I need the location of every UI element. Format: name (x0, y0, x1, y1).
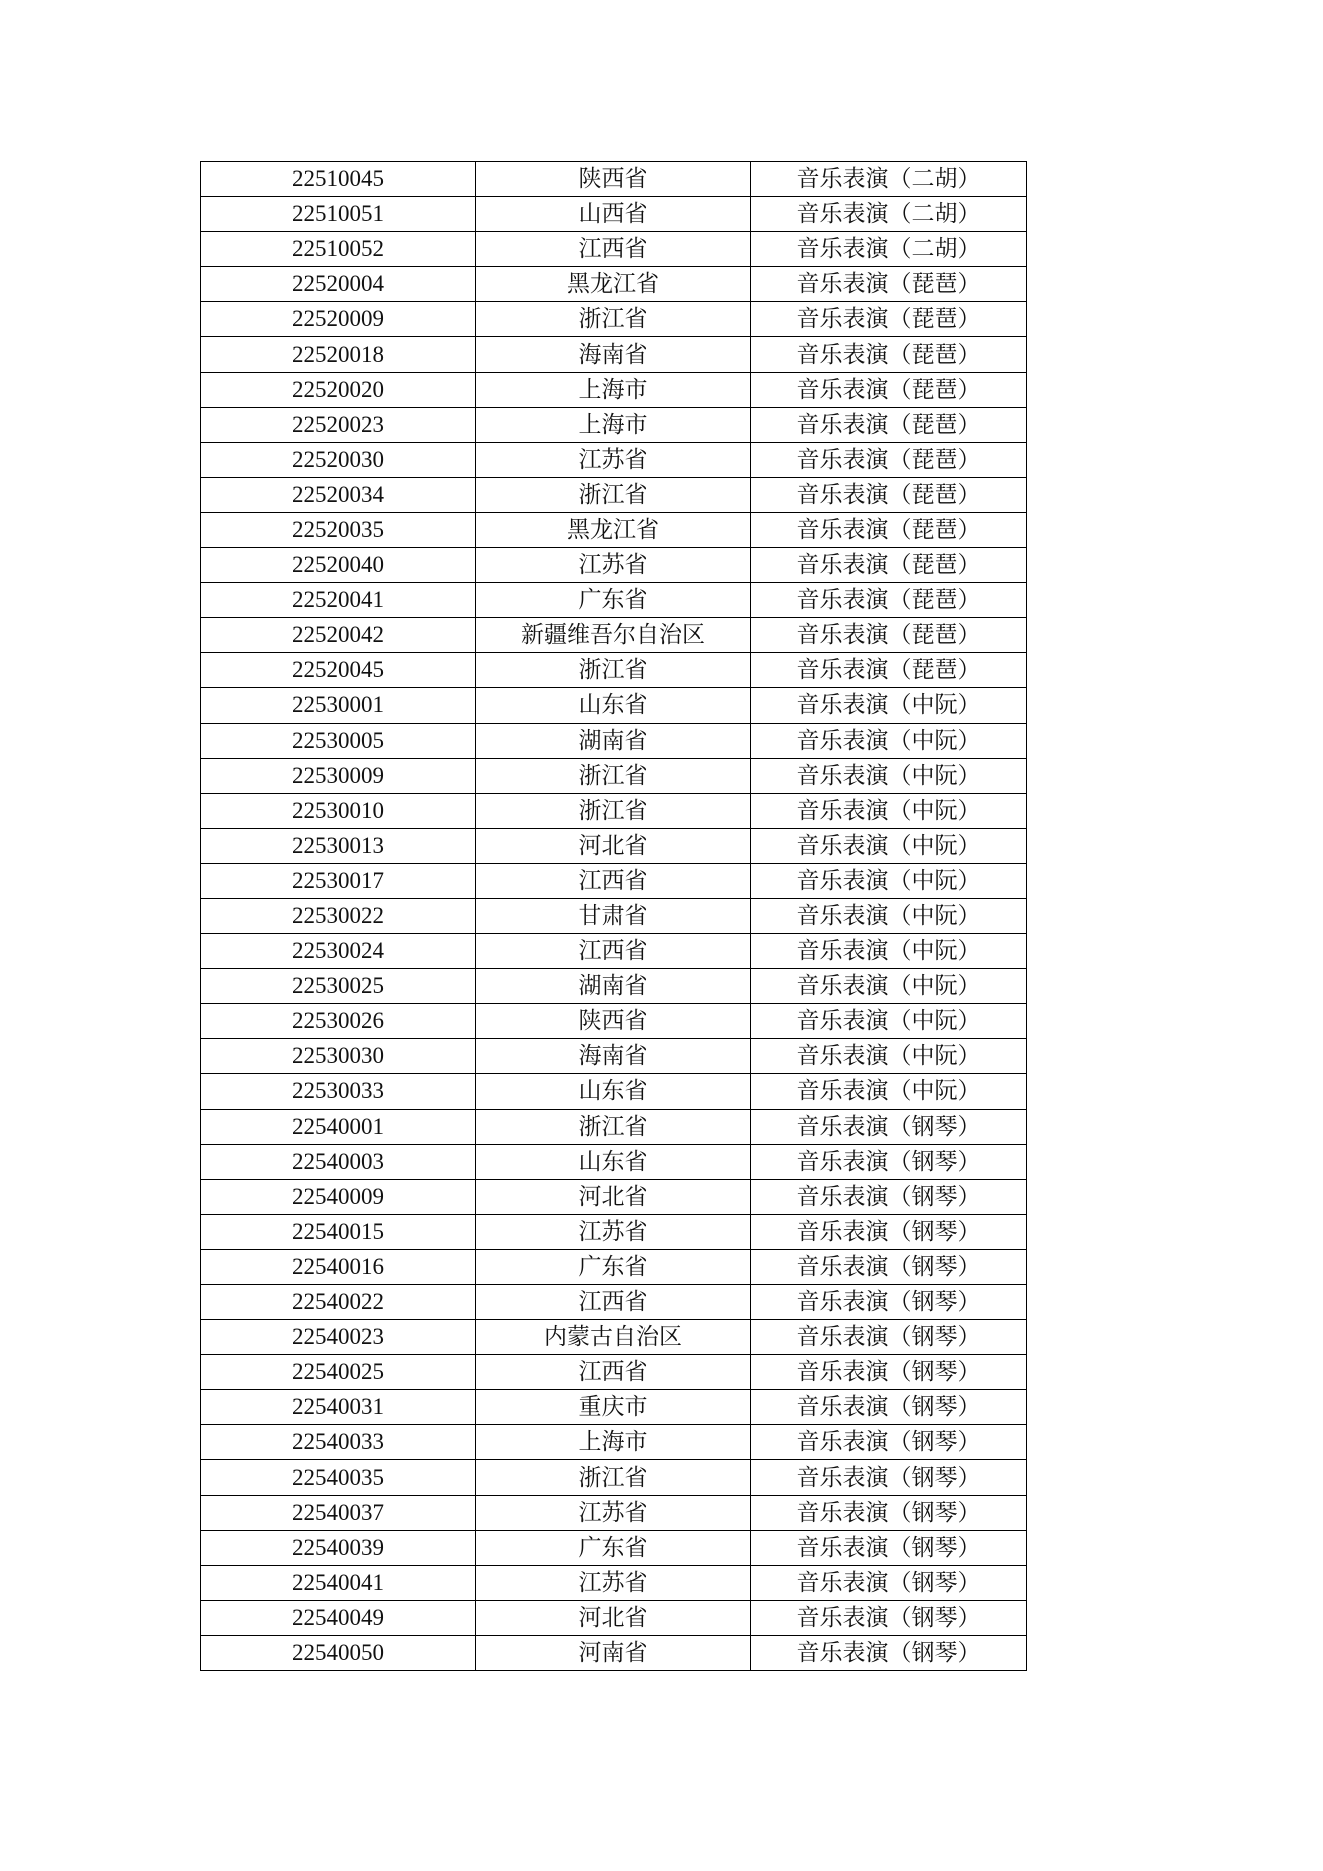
province-cell: 广东省 (476, 1530, 751, 1565)
major-cell: 音乐表演（钢琴） (751, 1320, 1027, 1355)
table-row (201, 1039, 1027, 1074)
province-cell: 新疆维吾尔自治区 (476, 618, 751, 653)
candidate-number-cell: 22520040 (201, 548, 476, 583)
major-cell: 音乐表演（中阮） (751, 723, 1027, 758)
candidate-number-cell: 22520009 (201, 302, 476, 337)
table-row (201, 407, 1027, 442)
candidate-number-cell: 22530024 (201, 934, 476, 969)
table-row (201, 477, 1027, 512)
candidate-number-cell: 22520034 (201, 477, 476, 512)
major-cell: 音乐表演（钢琴） (751, 1425, 1027, 1460)
candidate-number-cell: 22510045 (201, 162, 476, 197)
province-cell: 浙江省 (476, 758, 751, 793)
candidate-number-cell: 22520004 (201, 267, 476, 302)
major-cell: 音乐表演（二胡） (751, 197, 1027, 232)
major-cell: 音乐表演（钢琴） (751, 1179, 1027, 1214)
table-body (201, 162, 1027, 1671)
candidate-number-cell: 22530013 (201, 828, 476, 863)
table-row (201, 1074, 1027, 1109)
province-cell: 江西省 (476, 232, 751, 267)
candidate-number-cell: 22540023 (201, 1320, 476, 1355)
table-row (201, 302, 1027, 337)
table-row (201, 934, 1027, 969)
candidate-number-cell: 22520035 (201, 512, 476, 547)
table-row (201, 793, 1027, 828)
candidate-number-cell: 22520045 (201, 653, 476, 688)
major-cell: 音乐表演（琵琶） (751, 442, 1027, 477)
candidate-number-cell: 22520042 (201, 618, 476, 653)
candidate-number-cell: 22540016 (201, 1249, 476, 1284)
province-cell: 江西省 (476, 863, 751, 898)
table-row (201, 1600, 1027, 1635)
table-row (201, 723, 1027, 758)
major-cell: 音乐表演（钢琴） (751, 1460, 1027, 1495)
table-row (201, 1249, 1027, 1284)
table-row (201, 1425, 1027, 1460)
province-cell: 广东省 (476, 1249, 751, 1284)
province-cell: 江苏省 (476, 1565, 751, 1600)
major-cell: 音乐表演（中阮） (751, 863, 1027, 898)
province-cell: 浙江省 (476, 1460, 751, 1495)
candidate-number-cell: 22510052 (201, 232, 476, 267)
province-cell: 江苏省 (476, 442, 751, 477)
table-row (201, 1109, 1027, 1144)
major-cell: 音乐表演（琵琶） (751, 372, 1027, 407)
candidate-number-cell: 22520023 (201, 407, 476, 442)
major-cell: 音乐表演（中阮） (751, 688, 1027, 723)
province-cell: 浙江省 (476, 302, 751, 337)
province-cell: 山东省 (476, 688, 751, 723)
major-cell: 音乐表演（钢琴） (751, 1600, 1027, 1635)
major-cell: 音乐表演（钢琴） (751, 1249, 1027, 1284)
major-cell: 音乐表演（中阮） (751, 1039, 1027, 1074)
major-cell: 音乐表演（琵琶） (751, 337, 1027, 372)
candidate-number-cell: 22530030 (201, 1039, 476, 1074)
major-cell: 音乐表演（钢琴） (751, 1214, 1027, 1249)
table-row (201, 653, 1027, 688)
province-cell: 江苏省 (476, 1495, 751, 1530)
major-cell: 音乐表演（中阮） (751, 934, 1027, 969)
major-cell: 音乐表演（钢琴） (751, 1109, 1027, 1144)
candidate-number-cell: 22540031 (201, 1390, 476, 1425)
admission-table (200, 161, 1027, 1671)
province-cell: 甘肃省 (476, 898, 751, 933)
table-row (201, 232, 1027, 267)
table-row (201, 1320, 1027, 1355)
province-cell: 上海市 (476, 372, 751, 407)
province-cell: 内蒙古自治区 (476, 1320, 751, 1355)
province-cell: 江西省 (476, 1285, 751, 1320)
table-row (201, 1285, 1027, 1320)
table-row (201, 372, 1027, 407)
province-cell: 江西省 (476, 1355, 751, 1390)
table-row (201, 267, 1027, 302)
major-cell: 音乐表演（钢琴） (751, 1530, 1027, 1565)
table-row (201, 688, 1027, 723)
table-row (201, 1460, 1027, 1495)
province-cell: 河南省 (476, 1635, 751, 1670)
province-cell: 上海市 (476, 1425, 751, 1460)
table-row (201, 442, 1027, 477)
major-cell: 音乐表演（中阮） (751, 1004, 1027, 1039)
province-cell: 广东省 (476, 583, 751, 618)
major-cell: 音乐表演（钢琴） (751, 1565, 1027, 1600)
province-cell: 海南省 (476, 337, 751, 372)
major-cell: 音乐表演（琵琶） (751, 302, 1027, 337)
province-cell: 上海市 (476, 407, 751, 442)
candidate-number-cell: 22540025 (201, 1355, 476, 1390)
province-cell: 海南省 (476, 1039, 751, 1074)
province-cell: 浙江省 (476, 793, 751, 828)
candidate-number-cell: 22540001 (201, 1109, 476, 1144)
province-cell: 黑龙江省 (476, 512, 751, 547)
major-cell: 音乐表演（钢琴） (751, 1635, 1027, 1670)
province-cell: 陕西省 (476, 1004, 751, 1039)
table-row (201, 758, 1027, 793)
major-cell: 音乐表演（琵琶） (751, 477, 1027, 512)
candidate-number-cell: 22540050 (201, 1635, 476, 1670)
major-cell: 音乐表演（钢琴） (751, 1144, 1027, 1179)
table-row (201, 1355, 1027, 1390)
candidate-number-cell: 22530033 (201, 1074, 476, 1109)
candidate-number-cell: 22540035 (201, 1460, 476, 1495)
candidate-number-cell: 22530010 (201, 793, 476, 828)
candidate-number-cell: 22540015 (201, 1214, 476, 1249)
table-row (201, 863, 1027, 898)
major-cell: 音乐表演（琵琶） (751, 267, 1027, 302)
province-cell: 河北省 (476, 1600, 751, 1635)
province-cell: 河北省 (476, 1179, 751, 1214)
major-cell: 音乐表演（钢琴） (751, 1390, 1027, 1425)
table-row (201, 1495, 1027, 1530)
province-cell: 浙江省 (476, 1109, 751, 1144)
table-row (201, 1565, 1027, 1600)
table-row (201, 1530, 1027, 1565)
candidate-number-cell: 22510051 (201, 197, 476, 232)
table-row (201, 337, 1027, 372)
province-cell: 山东省 (476, 1144, 751, 1179)
major-cell: 音乐表演（中阮） (751, 758, 1027, 793)
province-cell: 山东省 (476, 1074, 751, 1109)
province-cell: 江苏省 (476, 548, 751, 583)
province-cell: 黑龙江省 (476, 267, 751, 302)
province-cell: 重庆市 (476, 1390, 751, 1425)
table-row (201, 618, 1027, 653)
province-cell: 湖南省 (476, 969, 751, 1004)
major-cell: 音乐表演（二胡） (751, 162, 1027, 197)
table-row (201, 1635, 1027, 1670)
province-cell: 浙江省 (476, 477, 751, 512)
province-cell: 浙江省 (476, 653, 751, 688)
table-row (201, 583, 1027, 618)
table-row (201, 969, 1027, 1004)
candidate-number-cell: 22520018 (201, 337, 476, 372)
candidate-number-cell: 22520030 (201, 442, 476, 477)
table-row (201, 548, 1027, 583)
major-cell: 音乐表演（中阮） (751, 828, 1027, 863)
candidate-number-cell: 22520020 (201, 372, 476, 407)
major-cell: 音乐表演（中阮） (751, 898, 1027, 933)
candidate-number-cell: 22540037 (201, 1495, 476, 1530)
province-cell: 江苏省 (476, 1214, 751, 1249)
candidate-number-cell: 22530025 (201, 969, 476, 1004)
province-cell: 山西省 (476, 197, 751, 232)
candidate-number-cell: 22530026 (201, 1004, 476, 1039)
major-cell: 音乐表演（钢琴） (751, 1355, 1027, 1390)
table-row (201, 197, 1027, 232)
candidate-number-cell: 22530017 (201, 863, 476, 898)
table-row (201, 1144, 1027, 1179)
province-cell: 湖南省 (476, 723, 751, 758)
province-cell: 河北省 (476, 828, 751, 863)
major-cell: 音乐表演（二胡） (751, 232, 1027, 267)
candidate-number-cell: 22540009 (201, 1179, 476, 1214)
major-cell: 音乐表演（琵琶） (751, 618, 1027, 653)
major-cell: 音乐表演（钢琴） (751, 1495, 1027, 1530)
major-cell: 音乐表演（琵琶） (751, 512, 1027, 547)
major-cell: 音乐表演（琵琶） (751, 548, 1027, 583)
table-row (201, 162, 1027, 197)
province-cell: 江西省 (476, 934, 751, 969)
candidate-number-cell: 22540022 (201, 1285, 476, 1320)
candidate-number-cell: 22540039 (201, 1530, 476, 1565)
major-cell: 音乐表演（琵琶） (751, 653, 1027, 688)
major-cell: 音乐表演（钢琴） (751, 1285, 1027, 1320)
candidate-number-cell: 22530001 (201, 688, 476, 723)
major-cell: 音乐表演（中阮） (751, 969, 1027, 1004)
table-row (201, 1179, 1027, 1214)
major-cell: 音乐表演（中阮） (751, 793, 1027, 828)
table-row (201, 1214, 1027, 1249)
candidate-number-cell: 22540033 (201, 1425, 476, 1460)
province-cell: 陕西省 (476, 162, 751, 197)
candidate-number-cell: 22520041 (201, 583, 476, 618)
table-row (201, 828, 1027, 863)
candidate-number-cell: 22530009 (201, 758, 476, 793)
table-row (201, 1390, 1027, 1425)
major-cell: 音乐表演（中阮） (751, 1074, 1027, 1109)
major-cell: 音乐表演（琵琶） (751, 407, 1027, 442)
candidate-number-cell: 22540003 (201, 1144, 476, 1179)
table-row (201, 898, 1027, 933)
candidate-number-cell: 22530022 (201, 898, 476, 933)
candidate-number-cell: 22540049 (201, 1600, 476, 1635)
table-row (201, 1004, 1027, 1039)
table-row (201, 512, 1027, 547)
candidate-number-cell: 22540041 (201, 1565, 476, 1600)
candidate-number-cell: 22530005 (201, 723, 476, 758)
major-cell: 音乐表演（琵琶） (751, 583, 1027, 618)
